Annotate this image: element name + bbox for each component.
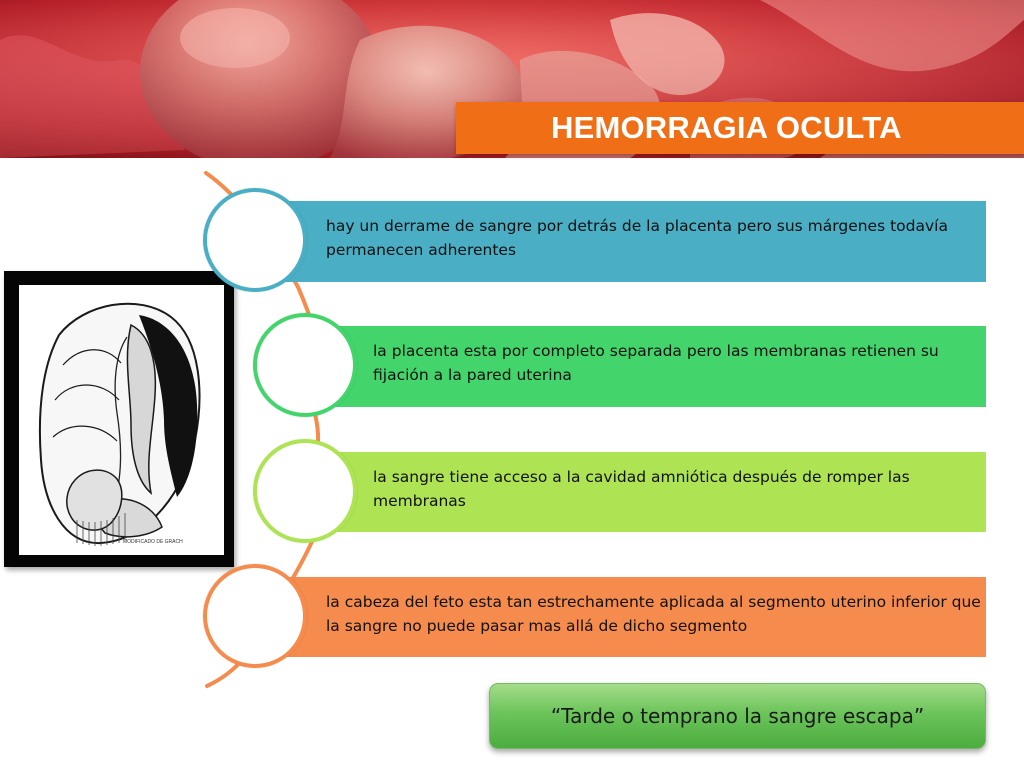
illustration-caption-label: MODIFICADO DE GRACH bbox=[123, 539, 183, 545]
slide-title: HEMORRAGIA OCULTA bbox=[551, 110, 902, 145]
item-bar-2 bbox=[312, 326, 986, 407]
illustration-frame bbox=[4, 271, 234, 567]
item-bar-4 bbox=[262, 577, 986, 657]
item-circle-3 bbox=[253, 439, 357, 543]
item-bar-3 bbox=[312, 452, 986, 532]
quote-text: “Tarde o temprano la sangre escapa” bbox=[550, 704, 925, 728]
title-band bbox=[456, 102, 1024, 154]
item-text-4: la cabeza del feto esta tan estrechamente aplicada al segmento uterino inferior que la sangre no puede pasar mas allá de dicho segmento bbox=[326, 593, 981, 635]
item-text-1: hay un derrame de sangre por detrás de la placenta pero sus márgenes todavía permanecen adherentes bbox=[326, 217, 948, 259]
item-text-3: la sangre tiene acceso a la cavidad amniótica después de romper las membranas bbox=[373, 468, 910, 510]
item-circle-1 bbox=[203, 188, 307, 292]
placental-abruption-drawing-icon bbox=[19, 285, 224, 555]
item-circle-2 bbox=[253, 313, 357, 417]
item-circle-4 bbox=[203, 564, 307, 668]
item-bar-1 bbox=[262, 201, 986, 282]
item-text-2: la placenta esta por completo separada pero las membranas retienen su fijación a la pared uterina bbox=[373, 342, 939, 384]
quote-box bbox=[489, 683, 986, 749]
